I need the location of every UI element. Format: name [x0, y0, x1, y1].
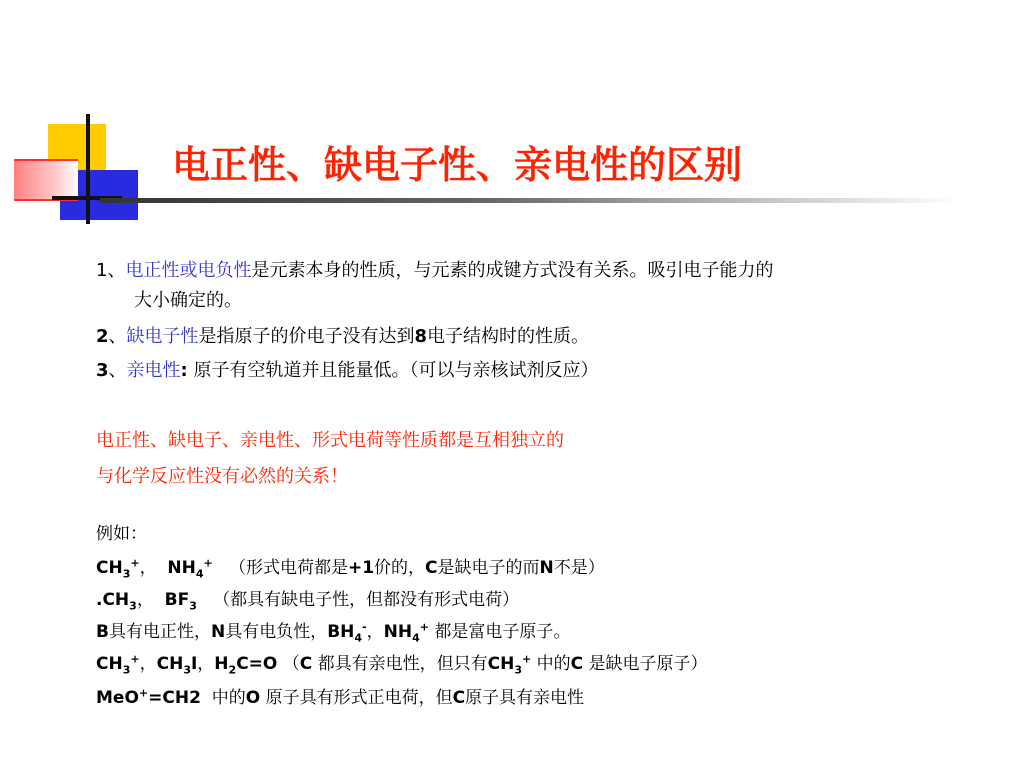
- logo-red-bar: [14, 159, 78, 201]
- ex3-t2: 具有电负性，: [225, 622, 328, 642]
- ex2-bf: BF: [164, 590, 190, 610]
- slide-title: 电正性、缺电子性、亲电性的区别: [172, 143, 743, 187]
- ex5-t1: 中的: [200, 688, 246, 708]
- ex2-sep: ，: [136, 590, 165, 610]
- ex1-c: C: [425, 558, 438, 578]
- ex4-ch3plus-sup: +: [522, 652, 532, 666]
- point-1-number: 1、: [96, 260, 126, 281]
- ex3-nh-sub: 4: [412, 631, 420, 645]
- point-2-number: 2: [96, 326, 109, 347]
- example-3: [96, 620, 570, 644]
- ex4-h-sub: 2: [228, 663, 237, 677]
- ex3-bh: BH: [327, 622, 355, 642]
- ex5-c: C: [452, 688, 466, 708]
- title-underline: [100, 198, 960, 203]
- ex2-bf-sub: 3: [189, 599, 197, 613]
- ex5-t2: 原子具有形式正电荷，但: [260, 688, 453, 708]
- ex1-plus1: +1: [347, 558, 375, 578]
- ex3-t1: 具有电正性，: [108, 622, 211, 642]
- ex5-ch2: =CH2: [148, 688, 201, 708]
- point-1-text: 是元素本身的性质，与元素的成键方式没有关系。吸引电子能力的: [251, 260, 774, 281]
- ex4-co: C=O: [236, 654, 278, 674]
- ex3-n: N: [210, 622, 226, 642]
- ex1-paren-c: 是缺电子的而: [437, 558, 540, 578]
- ex1-n: N: [539, 558, 554, 578]
- point-2-text-b: 电子结构时的性质。: [427, 326, 590, 347]
- ex4-s2: ，: [197, 654, 215, 674]
- ex4-ch-sub: 3: [122, 663, 131, 677]
- ex3-bh-sup: -: [362, 620, 367, 634]
- note-line-2: 与化学反应性没有必然的关系！: [96, 466, 348, 487]
- ex5-t3: 原子具有亲电性: [465, 688, 585, 708]
- ex4-ch3i: CH: [156, 654, 184, 674]
- ex2-paren: （都具有缺电子性，但都没有形式电荷）: [196, 590, 520, 610]
- examples-heading: 例如：: [96, 524, 147, 544]
- ex5-o: O: [245, 688, 261, 708]
- ex1-sep: ，: [139, 558, 168, 578]
- logo-vertical-line: [86, 114, 90, 224]
- ex1-paren-b: 价的，: [374, 558, 426, 578]
- point-2-sep: 、: [108, 326, 127, 347]
- ex3-nh-sup: +: [419, 620, 429, 634]
- ex4-ch3i-sub: 3: [183, 663, 191, 677]
- point-3-text: 原子有空轨道并且能量低。（可以与亲核试剂反应）: [187, 360, 599, 381]
- ex4-t1: （: [277, 654, 300, 674]
- ex4-t4: 是缺电子原子）: [583, 654, 708, 674]
- ex4-i: I: [190, 654, 198, 674]
- point-2-text-a: 是指原子的价电子没有达到: [198, 326, 415, 347]
- point-1-term: 电正性或电负性: [125, 260, 252, 281]
- note-line-1: 电正性、缺电子、亲电性、形式电荷等性质都是互相独立的: [96, 430, 564, 451]
- ex4-h: H: [214, 654, 229, 674]
- point-1-text-b: 大小确定的。: [134, 290, 242, 311]
- example-4: [96, 652, 708, 676]
- ex1-ch-sup: +: [130, 556, 140, 570]
- point-2-term: 缺电子性: [126, 326, 199, 347]
- ex3-t3: ，: [366, 622, 384, 642]
- point-2: [96, 324, 589, 350]
- ex1-nh-sub: 4: [195, 567, 204, 581]
- ex1-nh: NH: [167, 558, 196, 578]
- ex1-ch: CH: [96, 558, 123, 578]
- ex1-ch-sub: 3: [122, 567, 131, 581]
- ex5-meo-sup: +: [138, 686, 149, 700]
- point-1-continuation: [134, 288, 242, 314]
- point-1: [96, 258, 773, 284]
- ex4-ch-sup: +: [130, 652, 140, 666]
- ex2-ch: .CH: [96, 590, 130, 610]
- ex1-paren-a: （形式电荷都是: [212, 558, 348, 578]
- example-2: [96, 588, 519, 612]
- example-5: [96, 686, 584, 710]
- point-2-eight: 8: [414, 326, 428, 347]
- point-3-sep: 、: [108, 360, 127, 381]
- ex4-ch3plus: CH: [487, 654, 515, 674]
- ex4-ch3plus-sub: 3: [514, 663, 523, 677]
- ex4-t3: 中的: [531, 654, 571, 674]
- point-3-term: 亲电性: [126, 360, 181, 381]
- ex1-paren-d: 不是）: [553, 558, 605, 578]
- ex3-b: B: [96, 622, 109, 642]
- ex4-c2: C: [570, 654, 584, 674]
- point-3: [96, 358, 598, 384]
- ex1-nh-sup: +: [203, 556, 213, 570]
- example-1: [96, 556, 605, 580]
- ex4-s1: ，: [139, 654, 157, 674]
- ex3-nh: NH: [383, 622, 413, 642]
- point-3-colon: :: [180, 360, 188, 381]
- ex4-c: C: [299, 654, 313, 674]
- ex3-bh-sub: 4: [354, 631, 363, 645]
- ex5-meo: MeO: [96, 688, 139, 708]
- ex4-t2: 都具有亲电性，但只有: [312, 654, 488, 674]
- ex4-ch: CH: [96, 654, 123, 674]
- ex2-ch-sub: 3: [129, 599, 137, 613]
- ex3-t4: 都是富电子原子。: [428, 622, 571, 642]
- point-3-number: 3: [96, 360, 109, 381]
